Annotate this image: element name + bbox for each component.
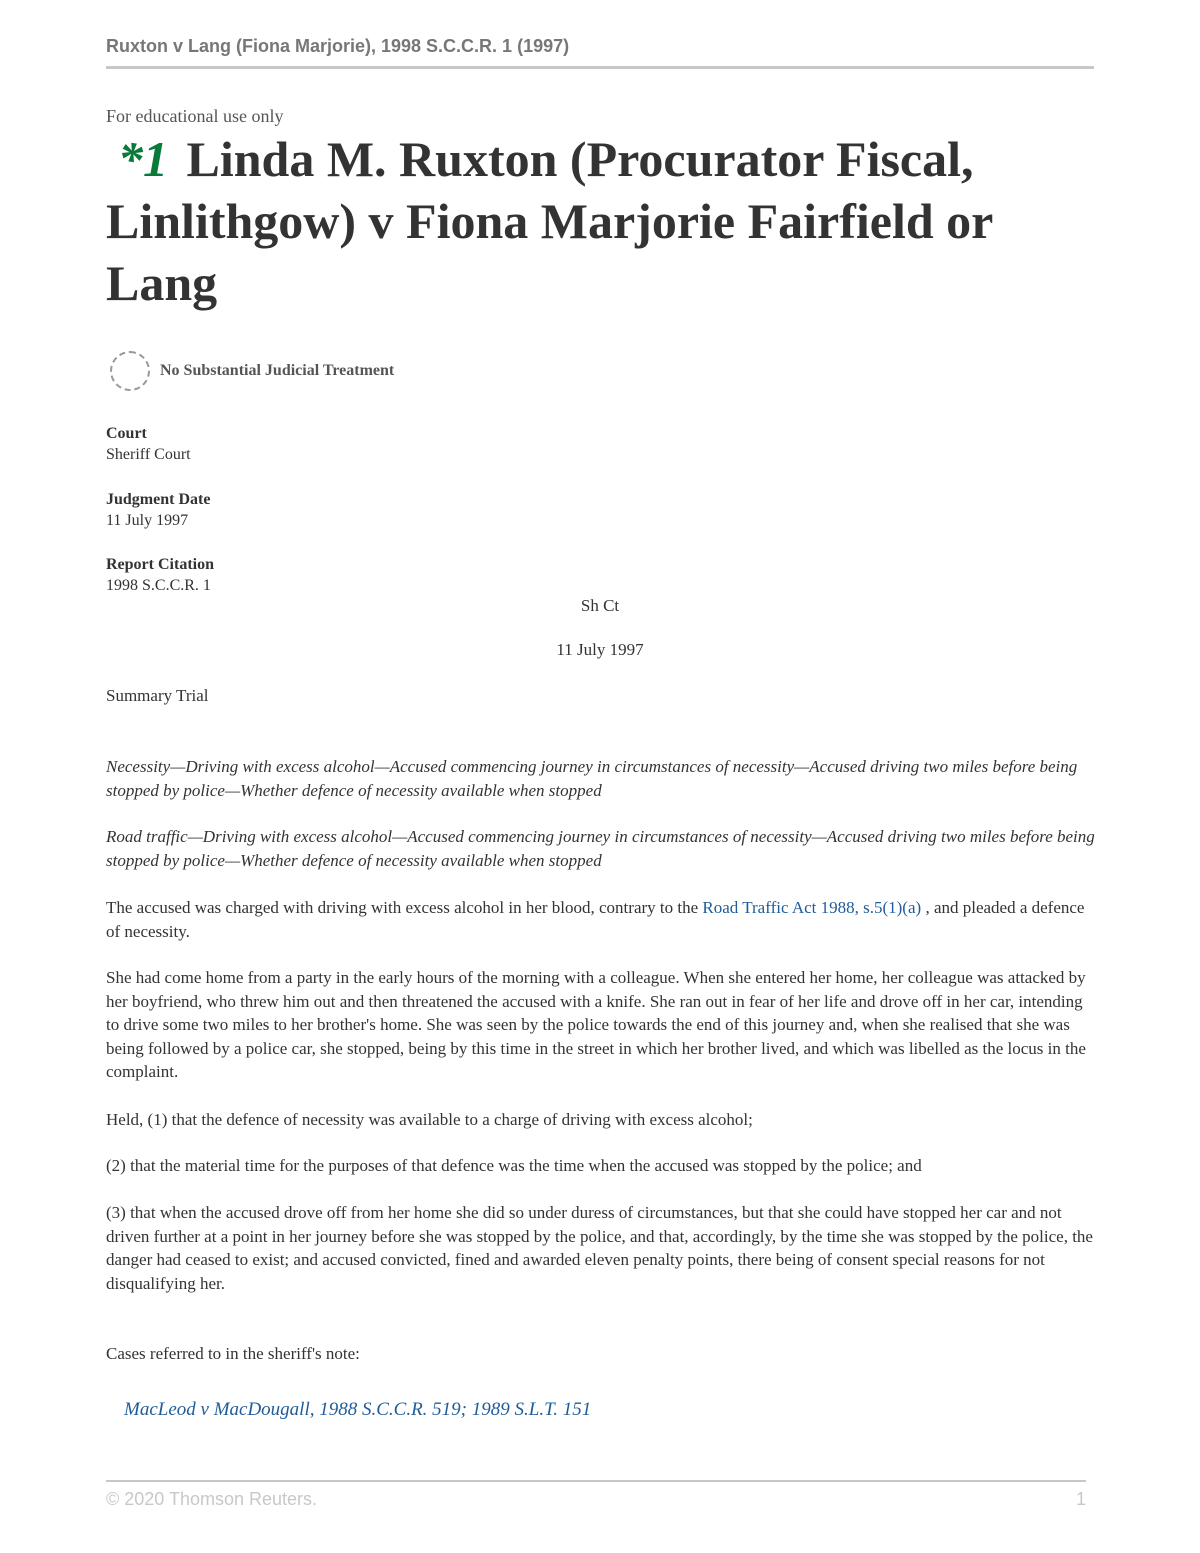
header-divider <box>106 66 1094 69</box>
held-1: Held, (1) that the defence of necessity was available to a charge of driving with excess alcohol; <box>106 1110 753 1129</box>
page-number: 1 <box>1075 1489 1086 1509</box>
catchwords-necessity: Necessity—Driving with excess alcohol—Accused commencing journey in circumstances of necessity—Accused driving two miles before being stopped by police—Whether defence of necessity available when stopped <box>106 757 1078 800</box>
judgment-date-value: 11 July 1997 <box>106 512 189 529</box>
court-short: Sh Ct <box>580 596 620 615</box>
report-citation-label: Report Citation <box>106 556 214 573</box>
page-title <box>106 128 1096 314</box>
paragraph-facts: She had come home from a party in the early hours of the morning with a colleague. When she entered her home, her colleague was attacked by her boyfriend, who threw him out and then threatened the accused with a knife. She ran out in fear of her life and drove off in her car, intending to drive some two miles to her brother's home. She was seen by the police towards the end of this journey and, when she realised that she was being followed by a police car, she stopped, being by this time in the street in which her brother lived, and which was libelled as the locus in the complaint. <box>106 968 1086 1081</box>
case-reference-link[interactable]: MacLeod v MacDougall, 1988 S.C.C.R. 519; 1989 S.L.T. 151 <box>124 1399 592 1420</box>
paragraph-charge <box>106 896 1096 943</box>
judicial-treatment-status <box>110 348 394 394</box>
case-title-text: Linda M. Ruxton (Procurator Fiscal, Linlithgow) v Fiona Marjorie Fairfield or Lang <box>106 131 993 311</box>
hearing-date: 11 July 1997 <box>556 640 644 659</box>
para1-text-before: The accused was charged with driving with excess alcohol in her blood, contrary to the <box>106 898 703 917</box>
running-header: Ruxton v Lang (Fiona Marjorie), 1998 S.C.C.R. 1 (1997) <box>106 36 570 56</box>
cases-intro: Cases referred to in the sheriff's note: <box>106 1344 360 1363</box>
statute-link[interactable]: Road Traffic Act 1988, s.5(1)(a) <box>702 898 922 917</box>
treatment-label: No Substantial Judicial Treatment <box>160 362 395 379</box>
judgment-date-label: Judgment Date <box>106 491 211 508</box>
court-label: Court <box>106 425 147 442</box>
para1-text-after: , and pleaded a defence of necessity. <box>106 898 1085 941</box>
meta-report-citation <box>106 554 214 596</box>
meta-judgment-date <box>106 489 210 531</box>
educational-notice: For educational use only <box>106 106 284 126</box>
star-page-marker: *1 <box>118 131 168 187</box>
copyright-notice: © 2020 Thomson Reuters. <box>106 1489 318 1509</box>
report-citation-value: 1998 S.C.C.R. 1 <box>106 577 211 594</box>
held-2: (2) that the material time for the purposes of that defence was the time when the accused was stopped by the police; and <box>106 1156 922 1175</box>
held-3: (3) that when the accused drove off from her home she did so under duress of circumstances, but that she could have stopped her car and not driven further at a point in her journey before she was stopped by the police, and that, accordingly, by the time she was stopped by the police, the danger had ceased to exist; and accused convicted, fined and awarded eleven penalty points, there being of consent special reasons for not disqualifying her. <box>106 1203 1093 1293</box>
footer-divider <box>106 1480 1086 1482</box>
court-value: Sheriff Court <box>106 446 191 463</box>
trial-type: Summary Trial <box>106 686 209 705</box>
dashed-circle-icon <box>110 351 150 391</box>
catchwords-road-traffic: Road traffic—Driving with excess alcohol—Accused commencing journey in circumstances of necessity—Accused driving two miles before being stopped by police—Whether defence of necessity available when stopped <box>106 827 1095 870</box>
meta-court <box>106 423 191 465</box>
